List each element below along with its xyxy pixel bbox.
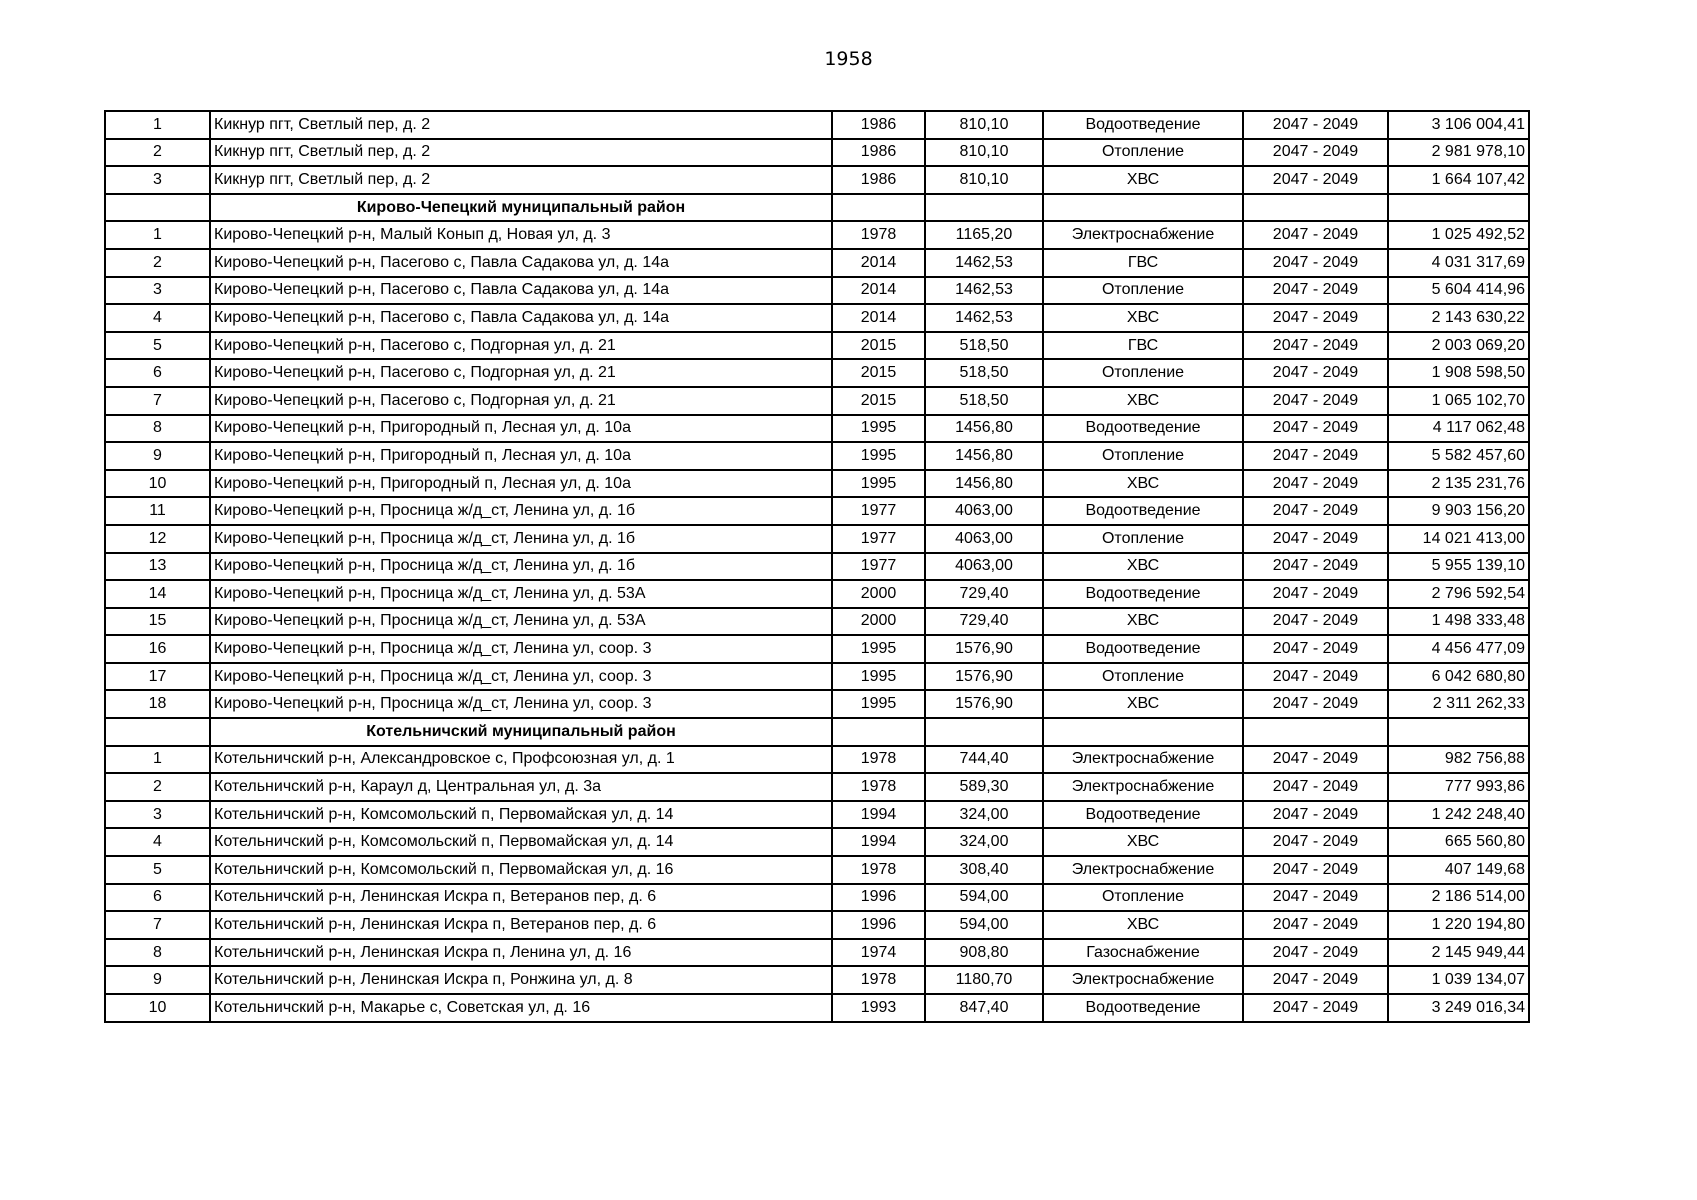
empty-cell (832, 718, 925, 746)
row-number-cell: 5 (105, 332, 210, 360)
table-row (105, 470, 1529, 498)
empty-cell (832, 194, 925, 222)
building-area-cell: 1165,20 (925, 221, 1043, 249)
planned-period-cell: 2047 - 2049 (1243, 166, 1388, 194)
commission-year-cell: 1978 (832, 856, 925, 884)
building-area-cell: 4063,00 (925, 553, 1043, 581)
building-area-cell: 810,10 (925, 111, 1043, 139)
estimated-cost-cell: 5 604 414,96 (1388, 277, 1529, 305)
object-address-cell: Кирово-Чепецкий р-н, Пригородный п, Лесная ул, д. 10а (210, 470, 832, 498)
work-type-cell: Водоотведение (1043, 801, 1243, 829)
row-number-cell: 16 (105, 635, 210, 663)
commission-year-cell: 2015 (832, 332, 925, 360)
commission-year-cell: 1977 (832, 553, 925, 581)
object-address-cell: Кирово-Чепецкий р-н, Пригородный п, Лесная ул, д. 10а (210, 442, 832, 470)
row-number-cell: 3 (105, 277, 210, 305)
object-address-cell: Кирово-Чепецкий р-н, Пасегово с, Подгорная ул, д. 21 (210, 359, 832, 387)
estimated-cost-cell: 4 456 477,09 (1388, 635, 1529, 663)
work-type-cell: Отопление (1043, 277, 1243, 305)
building-area-cell: 1576,90 (925, 663, 1043, 691)
work-type-cell: ХВС (1043, 166, 1243, 194)
table-row (105, 139, 1529, 167)
row-number-cell: 6 (105, 884, 210, 912)
object-address-cell: Кирово-Чепецкий р-н, Просница ж/д_ст, Ленина ул, д. 1б (210, 553, 832, 581)
planned-period-cell: 2047 - 2049 (1243, 415, 1388, 443)
repair-schedule-table (104, 110, 1530, 1023)
table-row (105, 911, 1529, 939)
estimated-cost-cell: 2 143 630,22 (1388, 304, 1529, 332)
object-address-cell: Котельничский р-н, Ленинская Искра п, Ветеранов пер, д. 6 (210, 911, 832, 939)
table-row (105, 580, 1529, 608)
commission-year-cell: 2015 (832, 387, 925, 415)
object-address-cell: Котельничский р-н, Комсомольский п, Первомайская ул, д. 16 (210, 856, 832, 884)
commission-year-cell: 1978 (832, 966, 925, 994)
work-type-cell: Отопление (1043, 359, 1243, 387)
commission-year-cell: 1996 (832, 911, 925, 939)
object-address-cell: Кирово-Чепецкий р-н, Пасегово с, Павла Садакова ул, д. 14а (210, 277, 832, 305)
work-type-cell: ХВС (1043, 608, 1243, 636)
empty-cell (1043, 718, 1243, 746)
commission-year-cell: 1995 (832, 635, 925, 663)
row-number-cell: 3 (105, 801, 210, 829)
commission-year-cell: 1978 (832, 221, 925, 249)
empty-cell (1243, 194, 1388, 222)
work-type-cell: Отопление (1043, 663, 1243, 691)
object-address-cell: Кирово-Чепецкий р-н, Пасегово с, Павла Садакова ул, д. 14а (210, 249, 832, 277)
table-row (105, 746, 1529, 774)
row-number-cell: 18 (105, 690, 210, 718)
planned-period-cell: 2047 - 2049 (1243, 111, 1388, 139)
commission-year-cell: 1986 (832, 166, 925, 194)
page-number: 1958 (824, 48, 873, 70)
work-type-cell: Электроснабжение (1043, 966, 1243, 994)
planned-period-cell: 2047 - 2049 (1243, 690, 1388, 718)
building-area-cell: 1180,70 (925, 966, 1043, 994)
work-type-cell: ГВС (1043, 249, 1243, 277)
row-number-cell: 10 (105, 470, 210, 498)
planned-period-cell: 2047 - 2049 (1243, 801, 1388, 829)
table-row (105, 773, 1529, 801)
table-row (105, 994, 1529, 1022)
building-area-cell: 1462,53 (925, 249, 1043, 277)
estimated-cost-cell: 6 042 680,80 (1388, 663, 1529, 691)
table-row (105, 387, 1529, 415)
estimated-cost-cell: 2 186 514,00 (1388, 884, 1529, 912)
commission-year-cell: 1995 (832, 690, 925, 718)
estimated-cost-cell: 2 135 231,76 (1388, 470, 1529, 498)
building-area-cell: 744,40 (925, 746, 1043, 774)
estimated-cost-cell: 1 498 333,48 (1388, 608, 1529, 636)
table-row (105, 304, 1529, 332)
row-number-cell: 15 (105, 608, 210, 636)
object-address-cell: Кирово-Чепецкий р-н, Просница ж/д_ст, Ленина ул, д. 1б (210, 497, 832, 525)
object-address-cell: Котельничский р-н, Ленинская Искра п, Ленина ул, д. 16 (210, 939, 832, 967)
object-address-cell: Котельничский р-н, Комсомольский п, Первомайская ул, д. 14 (210, 801, 832, 829)
building-area-cell: 324,00 (925, 828, 1043, 856)
work-type-cell: Отопление (1043, 884, 1243, 912)
table-row (105, 856, 1529, 884)
row-number-cell: 9 (105, 966, 210, 994)
work-type-cell: ХВС (1043, 304, 1243, 332)
object-address-cell: Кирово-Чепецкий р-н, Просница ж/д_ст, Ленина ул, соор. 3 (210, 663, 832, 691)
planned-period-cell: 2047 - 2049 (1243, 966, 1388, 994)
row-number-cell: 7 (105, 911, 210, 939)
commission-year-cell: 2000 (832, 580, 925, 608)
object-address-cell: Кирово-Чепецкий р-н, Пасегово с, Павла Садакова ул, д. 14а (210, 304, 832, 332)
work-type-cell: Электроснабжение (1043, 856, 1243, 884)
building-area-cell: 1456,80 (925, 415, 1043, 443)
row-number-cell: 2 (105, 773, 210, 801)
building-area-cell: 518,50 (925, 332, 1043, 360)
commission-year-cell: 1995 (832, 663, 925, 691)
row-number-cell: 2 (105, 139, 210, 167)
work-type-cell: ХВС (1043, 553, 1243, 581)
planned-period-cell: 2047 - 2049 (1243, 139, 1388, 167)
row-number-cell: 4 (105, 304, 210, 332)
work-type-cell: ГВС (1043, 332, 1243, 360)
estimated-cost-cell: 777 993,86 (1388, 773, 1529, 801)
estimated-cost-cell: 9 903 156,20 (1388, 497, 1529, 525)
table-row (105, 663, 1529, 691)
estimated-cost-cell: 2 311 262,33 (1388, 690, 1529, 718)
estimated-cost-cell: 4 031 317,69 (1388, 249, 1529, 277)
row-number-cell: 5 (105, 856, 210, 884)
work-type-cell: Водоотведение (1043, 994, 1243, 1022)
commission-year-cell: 1996 (832, 884, 925, 912)
object-address-cell: Кирово-Чепецкий р-н, Просница ж/д_ст, Ленина ул, соор. 3 (210, 635, 832, 663)
building-area-cell: 589,30 (925, 773, 1043, 801)
empty-cell (925, 718, 1043, 746)
row-number-cell: 4 (105, 828, 210, 856)
table-row (105, 497, 1529, 525)
row-number-cell: 8 (105, 939, 210, 967)
commission-year-cell: 2014 (832, 249, 925, 277)
building-area-cell: 1456,80 (925, 442, 1043, 470)
building-area-cell: 518,50 (925, 387, 1043, 415)
building-area-cell: 594,00 (925, 884, 1043, 912)
planned-period-cell: 2047 - 2049 (1243, 939, 1388, 967)
planned-period-cell: 2047 - 2049 (1243, 442, 1388, 470)
commission-year-cell: 1986 (832, 111, 925, 139)
table-row (105, 884, 1529, 912)
building-area-cell: 308,40 (925, 856, 1043, 884)
empty-cell (105, 194, 210, 222)
work-type-cell: ХВС (1043, 690, 1243, 718)
object-address-cell: Кирово-Чепецкий р-н, Просница ж/д_ст, Ленина ул, соор. 3 (210, 690, 832, 718)
building-area-cell: 324,00 (925, 801, 1043, 829)
building-area-cell: 729,40 (925, 608, 1043, 636)
building-area-cell: 729,40 (925, 580, 1043, 608)
estimated-cost-cell: 1 242 248,40 (1388, 801, 1529, 829)
estimated-cost-cell: 3 106 004,41 (1388, 111, 1529, 139)
section-header-row (105, 194, 1529, 222)
section-title: Кирово-Чепецкий муниципальный район (210, 194, 832, 222)
work-type-cell: ХВС (1043, 470, 1243, 498)
planned-period-cell: 2047 - 2049 (1243, 994, 1388, 1022)
commission-year-cell: 1974 (832, 939, 925, 967)
work-type-cell: Водоотведение (1043, 580, 1243, 608)
estimated-cost-cell: 4 117 062,48 (1388, 415, 1529, 443)
empty-cell (1043, 194, 1243, 222)
row-number-cell: 1 (105, 221, 210, 249)
table-row (105, 635, 1529, 663)
planned-period-cell: 2047 - 2049 (1243, 856, 1388, 884)
estimated-cost-cell: 2 796 592,54 (1388, 580, 1529, 608)
table-row (105, 166, 1529, 194)
row-number-cell: 1 (105, 111, 210, 139)
row-number-cell: 7 (105, 387, 210, 415)
work-type-cell: Электроснабжение (1043, 221, 1243, 249)
commission-year-cell: 1995 (832, 442, 925, 470)
planned-period-cell: 2047 - 2049 (1243, 828, 1388, 856)
estimated-cost-cell: 5 582 457,60 (1388, 442, 1529, 470)
row-number-cell: 3 (105, 166, 210, 194)
work-type-cell: Отопление (1043, 525, 1243, 553)
table-row (105, 939, 1529, 967)
row-number-cell: 14 (105, 580, 210, 608)
commission-year-cell: 1978 (832, 746, 925, 774)
commission-year-cell: 1977 (832, 525, 925, 553)
estimated-cost-cell: 5 955 139,10 (1388, 553, 1529, 581)
building-area-cell: 810,10 (925, 139, 1043, 167)
row-number-cell: 12 (105, 525, 210, 553)
planned-period-cell: 2047 - 2049 (1243, 884, 1388, 912)
estimated-cost-cell: 1 664 107,42 (1388, 166, 1529, 194)
building-area-cell: 847,40 (925, 994, 1043, 1022)
empty-cell (105, 718, 210, 746)
work-type-cell: Газоснабжение (1043, 939, 1243, 967)
commission-year-cell: 1986 (832, 139, 925, 167)
planned-period-cell: 2047 - 2049 (1243, 746, 1388, 774)
work-type-cell: Водоотведение (1043, 635, 1243, 663)
object-address-cell: Котельничский р-н, Ленинская Искра п, Ронжина ул, д. 8 (210, 966, 832, 994)
estimated-cost-cell: 1 220 194,80 (1388, 911, 1529, 939)
estimated-cost-cell: 407 149,68 (1388, 856, 1529, 884)
planned-period-cell: 2047 - 2049 (1243, 470, 1388, 498)
object-address-cell: Кирово-Чепецкий р-н, Пасегово с, Подгорная ул, д. 21 (210, 332, 832, 360)
planned-period-cell: 2047 - 2049 (1243, 332, 1388, 360)
table-row (105, 415, 1529, 443)
empty-cell (1388, 718, 1529, 746)
work-type-cell: Водоотведение (1043, 111, 1243, 139)
table-row (105, 801, 1529, 829)
planned-period-cell: 2047 - 2049 (1243, 663, 1388, 691)
building-area-cell: 1456,80 (925, 470, 1043, 498)
building-area-cell: 4063,00 (925, 525, 1043, 553)
table-row (105, 608, 1529, 636)
estimated-cost-cell: 2 003 069,20 (1388, 332, 1529, 360)
object-address-cell: Кикнур пгт, Светлый пер, д. 2 (210, 139, 832, 167)
object-address-cell: Котельничский р-н, Караул д, Центральная ул, д. 3а (210, 773, 832, 801)
work-type-cell: ХВС (1043, 387, 1243, 415)
row-number-cell: 10 (105, 994, 210, 1022)
empty-cell (925, 194, 1043, 222)
estimated-cost-cell: 1 065 102,70 (1388, 387, 1529, 415)
object-address-cell: Котельничский р-н, Комсомольский п, Первомайская ул, д. 14 (210, 828, 832, 856)
object-address-cell: Котельничский р-н, Макарье с, Советская ул, д. 16 (210, 994, 832, 1022)
planned-period-cell: 2047 - 2049 (1243, 249, 1388, 277)
planned-period-cell: 2047 - 2049 (1243, 277, 1388, 305)
table-row (105, 966, 1529, 994)
row-number-cell: 9 (105, 442, 210, 470)
work-type-cell: Водоотведение (1043, 415, 1243, 443)
table-row (105, 828, 1529, 856)
estimated-cost-cell: 665 560,80 (1388, 828, 1529, 856)
commission-year-cell: 2014 (832, 304, 925, 332)
object-address-cell: Котельничский р-н, Ленинская Искра п, Ветеранов пер, д. 6 (210, 884, 832, 912)
commission-year-cell: 2000 (832, 608, 925, 636)
commission-year-cell: 1995 (832, 415, 925, 443)
row-number-cell: 1 (105, 746, 210, 774)
table-row (105, 332, 1529, 360)
commission-year-cell: 2015 (832, 359, 925, 387)
building-area-cell: 4063,00 (925, 497, 1043, 525)
empty-cell (1243, 718, 1388, 746)
work-type-cell: Отопление (1043, 442, 1243, 470)
building-area-cell: 1462,53 (925, 304, 1043, 332)
table-row (105, 249, 1529, 277)
section-header-row (105, 718, 1529, 746)
estimated-cost-cell: 2 981 978,10 (1388, 139, 1529, 167)
object-address-cell: Кирово-Чепецкий р-н, Малый Конып д, Новая ул, д. 3 (210, 221, 832, 249)
estimated-cost-cell: 1 908 598,50 (1388, 359, 1529, 387)
planned-period-cell: 2047 - 2049 (1243, 525, 1388, 553)
planned-period-cell: 2047 - 2049 (1243, 359, 1388, 387)
planned-period-cell: 2047 - 2049 (1243, 773, 1388, 801)
row-number-cell: 11 (105, 497, 210, 525)
work-type-cell: Отопление (1043, 139, 1243, 167)
table-row (105, 111, 1529, 139)
commission-year-cell: 1993 (832, 994, 925, 1022)
planned-period-cell: 2047 - 2049 (1243, 553, 1388, 581)
planned-period-cell: 2047 - 2049 (1243, 911, 1388, 939)
commission-year-cell: 1977 (832, 497, 925, 525)
estimated-cost-cell: 1 025 492,52 (1388, 221, 1529, 249)
building-area-cell: 1576,90 (925, 690, 1043, 718)
table-row (105, 553, 1529, 581)
row-number-cell: 8 (105, 415, 210, 443)
estimated-cost-cell: 1 039 134,07 (1388, 966, 1529, 994)
table-row (105, 690, 1529, 718)
commission-year-cell: 2014 (832, 277, 925, 305)
table-body (105, 111, 1529, 1022)
building-area-cell: 518,50 (925, 359, 1043, 387)
planned-period-cell: 2047 - 2049 (1243, 387, 1388, 415)
object-address-cell: Кирово-Чепецкий р-н, Пасегово с, Подгорная ул, д. 21 (210, 387, 832, 415)
planned-period-cell: 2047 - 2049 (1243, 304, 1388, 332)
empty-cell (1388, 194, 1529, 222)
object-address-cell: Кирово-Чепецкий р-н, Пригородный п, Лесная ул, д. 10а (210, 415, 832, 443)
work-type-cell: ХВС (1043, 911, 1243, 939)
commission-year-cell: 1994 (832, 828, 925, 856)
object-address-cell: Кикнур пгт, Светлый пер, д. 2 (210, 111, 832, 139)
row-number-cell: 2 (105, 249, 210, 277)
work-type-cell: Водоотведение (1043, 497, 1243, 525)
object-address-cell: Кирово-Чепецкий р-н, Просница ж/д_ст, Ленина ул, д. 53А (210, 580, 832, 608)
object-address-cell: Кирово-Чепецкий р-н, Просница ж/д_ст, Ленина ул, д. 1б (210, 525, 832, 553)
estimated-cost-cell: 982 756,88 (1388, 746, 1529, 774)
estimated-cost-cell: 2 145 949,44 (1388, 939, 1529, 967)
commission-year-cell: 1994 (832, 801, 925, 829)
planned-period-cell: 2047 - 2049 (1243, 635, 1388, 663)
table-row (105, 277, 1529, 305)
table-row (105, 442, 1529, 470)
work-type-cell: ХВС (1043, 828, 1243, 856)
planned-period-cell: 2047 - 2049 (1243, 497, 1388, 525)
commission-year-cell: 1995 (832, 470, 925, 498)
building-area-cell: 1462,53 (925, 277, 1043, 305)
object-address-cell: Кикнур пгт, Светлый пер, д. 2 (210, 166, 832, 194)
estimated-cost-cell: 14 021 413,00 (1388, 525, 1529, 553)
building-area-cell: 810,10 (925, 166, 1043, 194)
row-number-cell: 17 (105, 663, 210, 691)
table-row (105, 525, 1529, 553)
row-number-cell: 6 (105, 359, 210, 387)
table-row (105, 221, 1529, 249)
planned-period-cell: 2047 - 2049 (1243, 580, 1388, 608)
object-address-cell: Кирово-Чепецкий р-н, Просница ж/д_ст, Ленина ул, д. 53А (210, 608, 832, 636)
estimated-cost-cell: 3 249 016,34 (1388, 994, 1529, 1022)
work-type-cell: Электроснабжение (1043, 746, 1243, 774)
object-address-cell: Котельничский р-н, Александровское с, Профсоюзная ул, д. 1 (210, 746, 832, 774)
work-type-cell: Электроснабжение (1043, 773, 1243, 801)
commission-year-cell: 1978 (832, 773, 925, 801)
building-area-cell: 1576,90 (925, 635, 1043, 663)
planned-period-cell: 2047 - 2049 (1243, 608, 1388, 636)
row-number-cell: 13 (105, 553, 210, 581)
section-title: Котельничский муниципальный район (210, 718, 832, 746)
building-area-cell: 908,80 (925, 939, 1043, 967)
building-area-cell: 594,00 (925, 911, 1043, 939)
table-row (105, 359, 1529, 387)
planned-period-cell: 2047 - 2049 (1243, 221, 1388, 249)
